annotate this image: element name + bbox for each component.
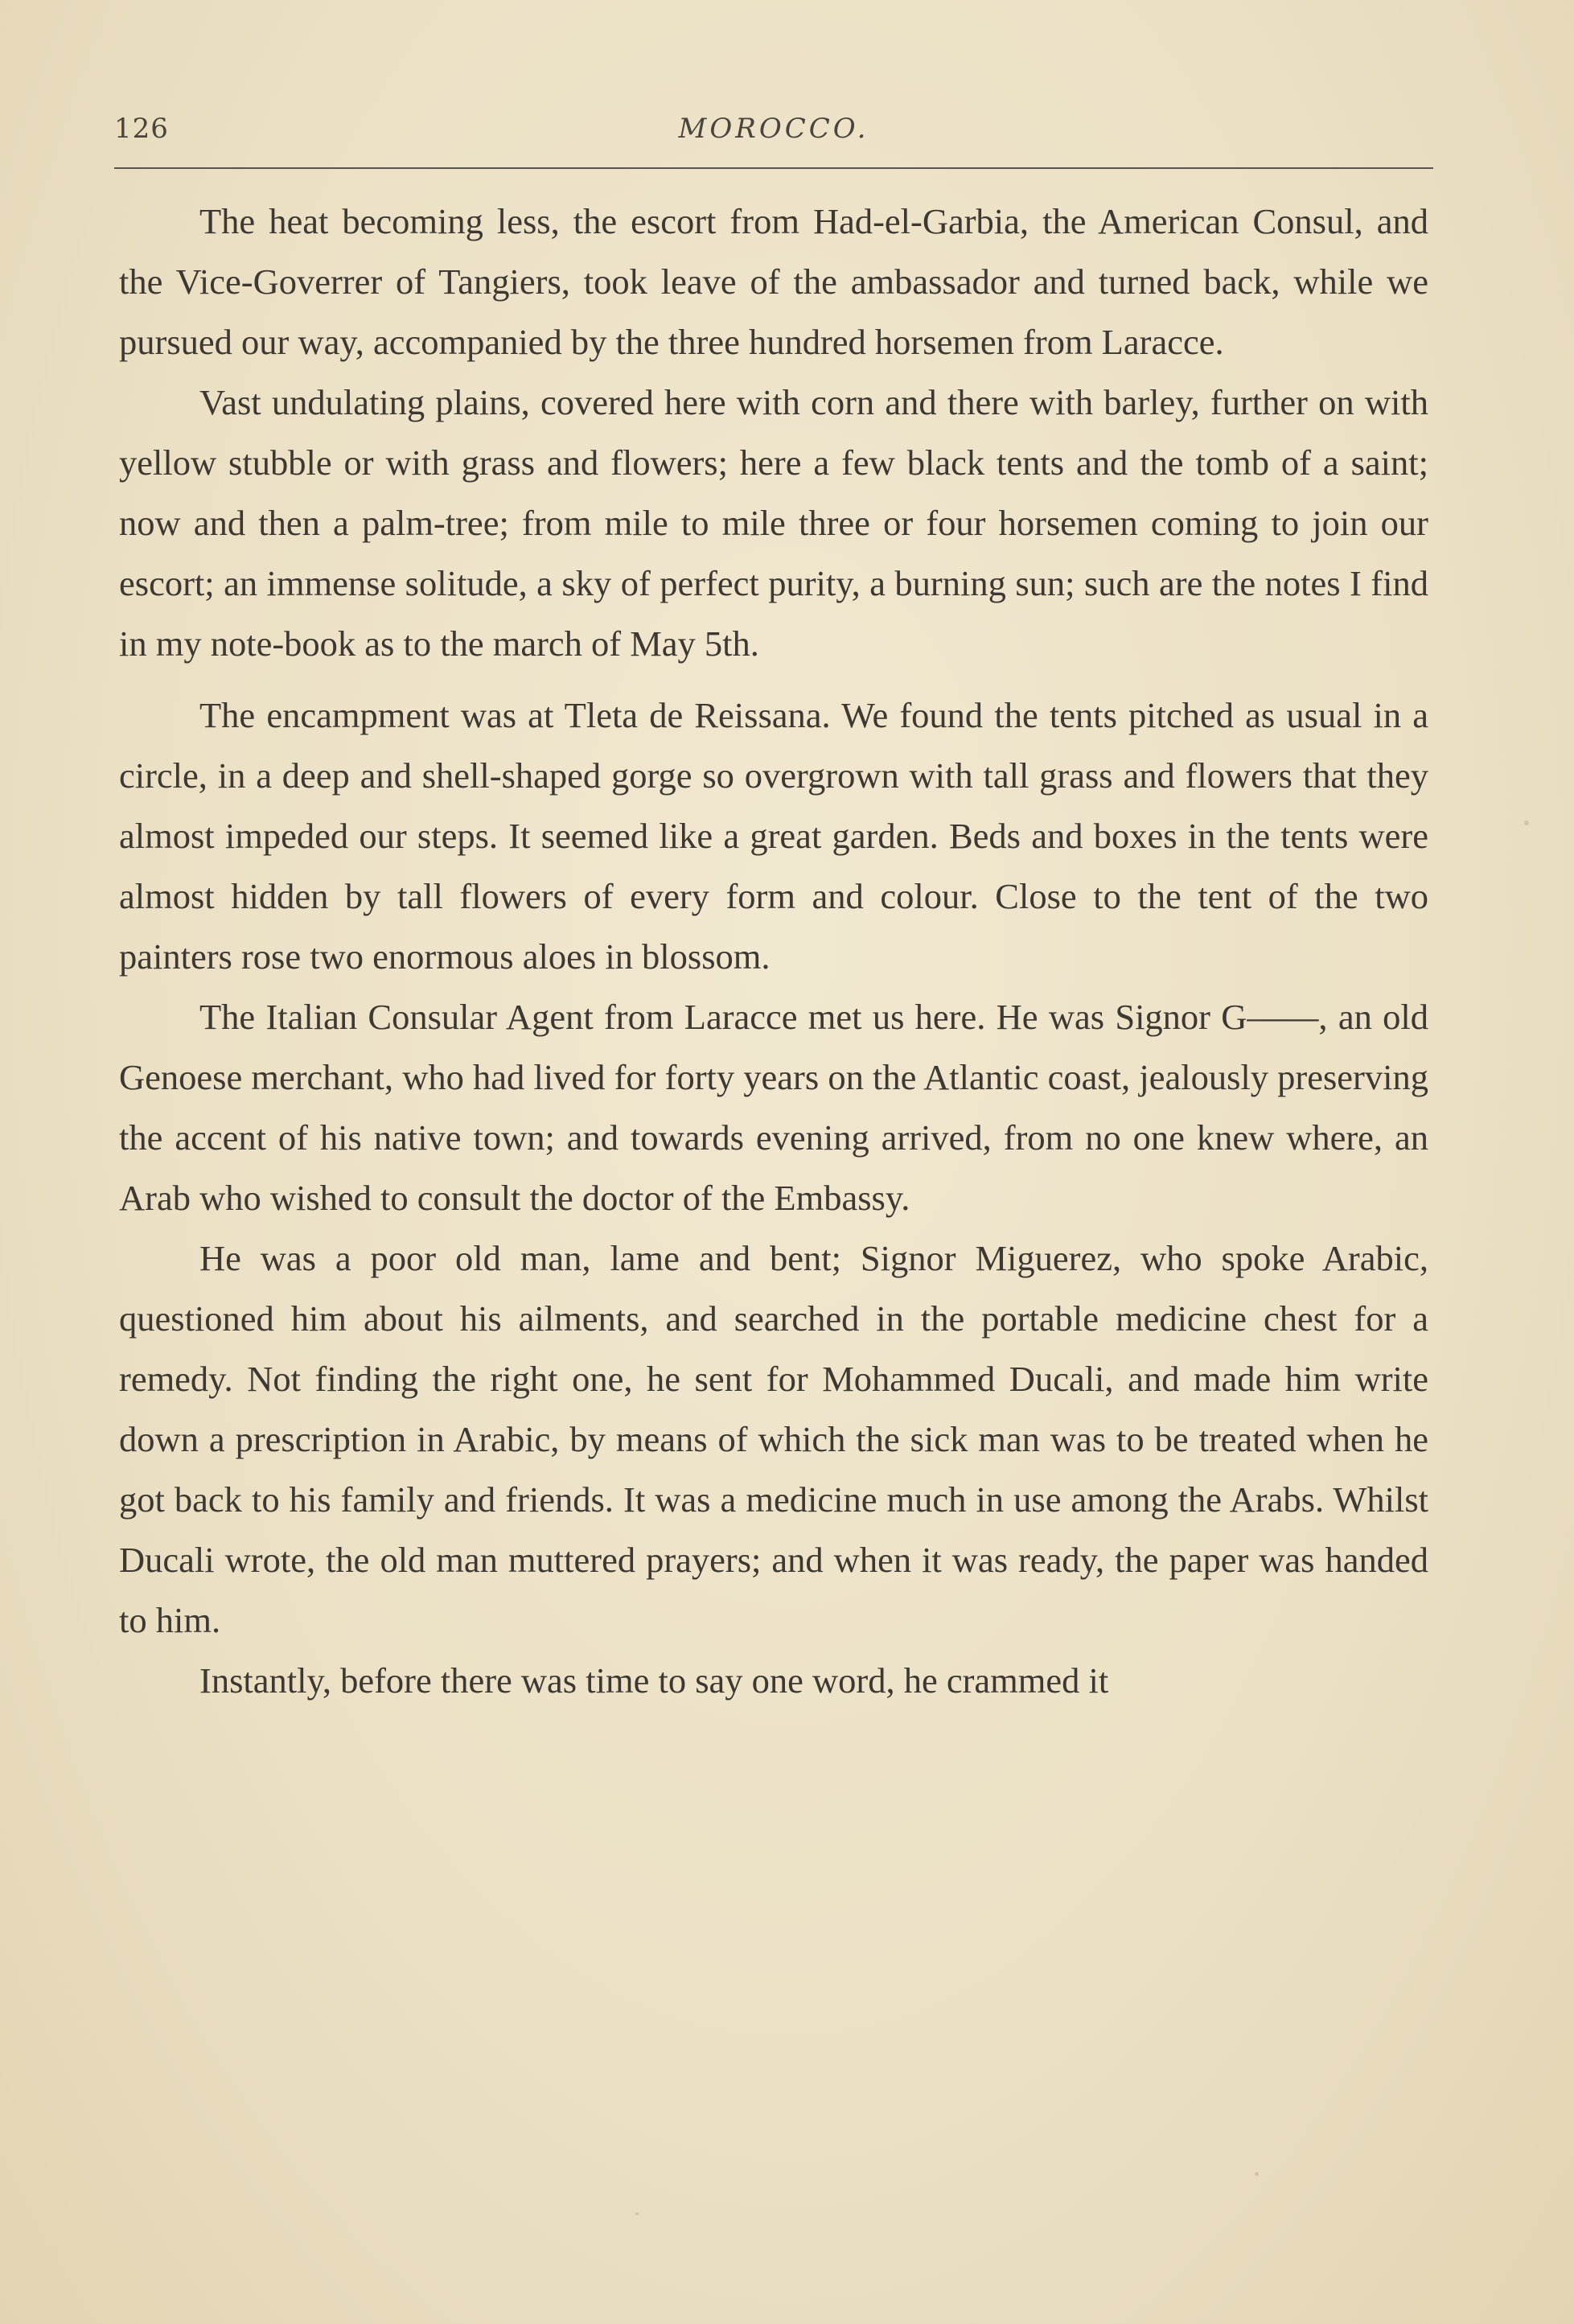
- paper-speck: [1524, 821, 1529, 825]
- paragraph-2: Vast undulating plains, covered here with corn and there with barley, further on with yellow stubble or with grass and flowers; here a few black tents and the tomb of a saint; now and then a palm-tree; from mile to mile three or four horsemen coming to join our escort; an immense solitude, a sky of perfect purity, a burning sun; such are the notes I find in my note-book as to the march of May 5th.: [119, 382, 1428, 664]
- paragraph-6: Instantly, before there was time to say one word, he crammed it: [199, 1660, 1109, 1701]
- header-rule: [114, 167, 1433, 169]
- paper-speck: [635, 2212, 639, 2215]
- body-text: [119, 191, 1428, 1711]
- paragraph-5: He was a poor old man, lame and bent; Signor Miguerez, who spoke Arabic, questioned him about his ailments, and searched in the portable medicine chest for a remedy. Not finding the right one, he sent for Mohammed Ducali, and made him write down a prescription in Arabic, by means of which the sick man was to be treated when he got back to his family and friends. It was a medicine much in use among the Arabs. Whilst Ducali wrote, the old man muttered prayers; and when it was ready, the paper was handed to him.: [119, 1238, 1428, 1640]
- paper-speck: [1255, 2172, 1259, 2176]
- paragraph-4: The Italian Consular Agent from Laracce met us here. He was Signor G——, an old Genoese merchant, who had lived for forty years on the Atlantic coast, jealously preserving the accent of his native town; and towards evening arrived, from no one knew where, an Arab who wished to consult the doctor of the Embassy.: [119, 997, 1428, 1218]
- running-head: [114, 113, 1433, 145]
- paragraph-1: The heat becoming less, the escort from Had-el-Garbia, the American Consul, and the Vice-Goverrer of Tangiers, took leave of the ambassador and turned back, while we pursued our way, accompanied by the three hundred horsemen from Laracce.: [119, 201, 1428, 362]
- paragraph-3: The encampment was at Tleta de Reissana. We found the tents pitched as usual in a circle, in a deep and shell-shaped gorge so overgrown with tall grass and flowers that they almost impeded our steps. It seemed like a great garden. Beds and boxes in the tents were almost hidden by tall flowers of every form and colour. Close to the tent of the two painters rose two enormous aloes in blossom.: [119, 695, 1428, 977]
- page-number: 126: [114, 113, 169, 145]
- running-title: MOROCCO.: [678, 113, 869, 145]
